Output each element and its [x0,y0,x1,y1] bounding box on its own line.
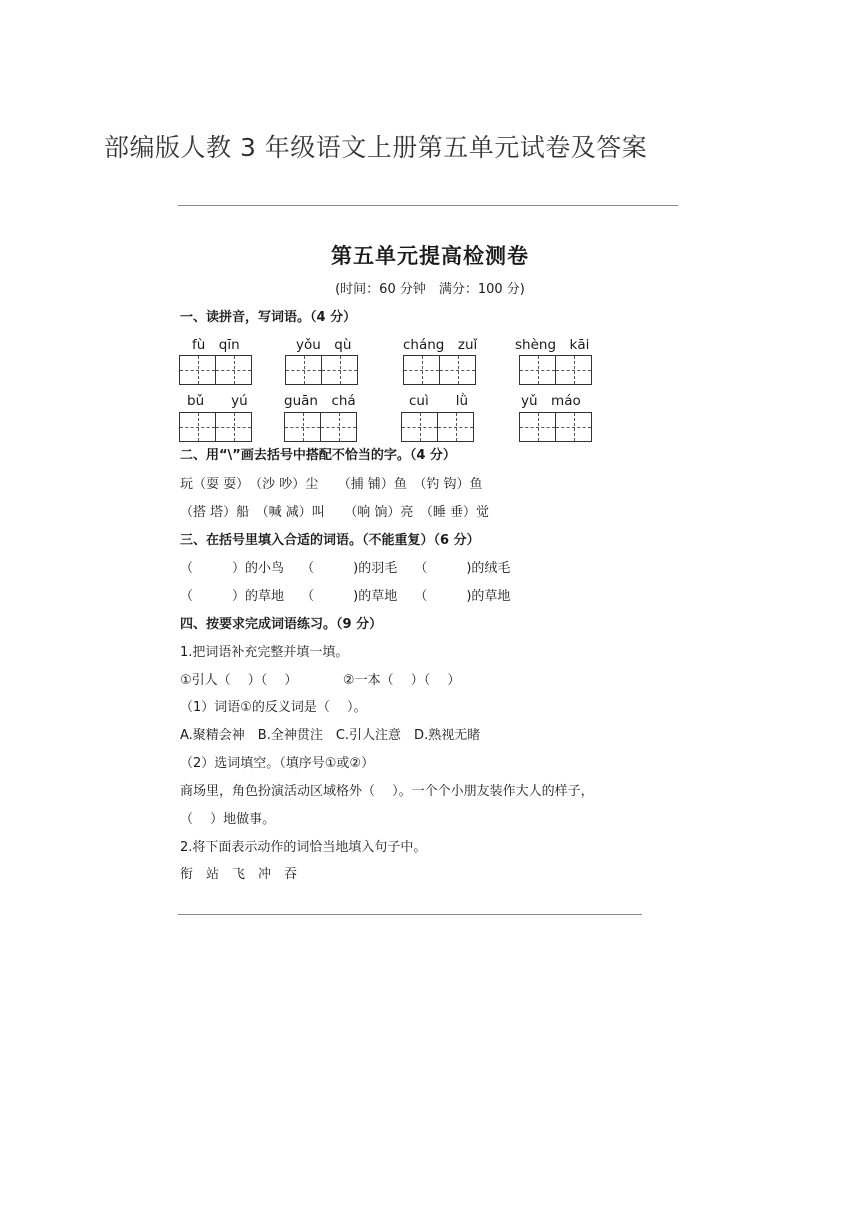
writing-grid-1[interactable] [179,355,251,385]
section3-heading: 三、在括号里填入合适的词语。（不能重复）（6 分） [180,533,480,548]
question-1-items: ①引人（ ）（ ） ②一本（ ）（ ） [180,673,461,688]
question-1-sub1: （1）词语①的反义词是（ ）。 [180,700,367,715]
pinyin-4: shèng kāi [515,337,590,353]
pinyin-8: yǔ máo [521,393,581,409]
question-2: 2.将下面表示动作的词恰当地填入句子中。 [180,840,427,855]
writing-grid-5[interactable] [179,412,251,442]
writing-grid-6[interactable] [284,412,356,442]
writing-grid-4[interactable] [519,355,591,385]
time-info: (时间：60 分钟 满分：100 分) [335,282,525,297]
writing-grid-7[interactable] [401,412,473,442]
bottom-divider [178,914,642,915]
section3-line1: （ ）的小鸟 （ )的羽毛 （ )的绒毛 [180,561,511,576]
pinyin-7: cuì lǜ [409,393,469,409]
question-1: 1.把词语补充完整并填一填。 [180,645,349,660]
exam-title: 第五单元提高检测卷 [331,244,529,268]
section2-line2: （搭 塔）船 （喊 减）叫 （响 饷）亮 （睡 垂）觉 [180,505,490,520]
section1-heading: 一、读拼音，写词语。（4 分） [180,310,357,325]
question-1-options: A.聚精会神 B.全神贯注 C.引人注意 D.熟视无睹 [180,728,481,743]
question-1-sub2: （2）选词填空。（填序号①或②） [180,756,375,771]
writing-grid-3[interactable] [403,355,475,385]
section2-line1: 玩（耍 耍） （沙 吵）尘 （捕 铺）鱼 （钓 钩）鱼 [180,477,483,492]
question-1-sentence-b: （ ）地做事。 [180,812,276,827]
writing-grid-2[interactable] [285,355,357,385]
pinyin-6: guān chá [284,393,356,409]
pinyin-2: yǒu qù [296,337,352,353]
question-1-sentence-a: 商场里，角色扮演活动区域格外（ ）。一个个小朋友装作大人的样子， [180,784,594,799]
pinyin-1: fù qīn [192,337,240,353]
pinyin-5: bǔ yú [187,393,248,409]
section2-heading: 二、用“\”画去括号中搭配不恰当的字。（4 分） [180,448,456,463]
section3-line2: （ ）的草地 （ )的草地 （ )的草地 [180,589,511,604]
question-2-words: 衔 站 飞 冲 吞 [180,867,298,882]
pinyin-3: cháng zuǐ [403,337,478,353]
document-title: 部编版人教 3 年级语文上册第五单元试卷及答案 [104,133,648,162]
top-divider [178,205,678,206]
section4-heading: 四、按要求完成词语练习。（9 分） [180,617,383,632]
writing-grid-8[interactable] [519,412,591,442]
